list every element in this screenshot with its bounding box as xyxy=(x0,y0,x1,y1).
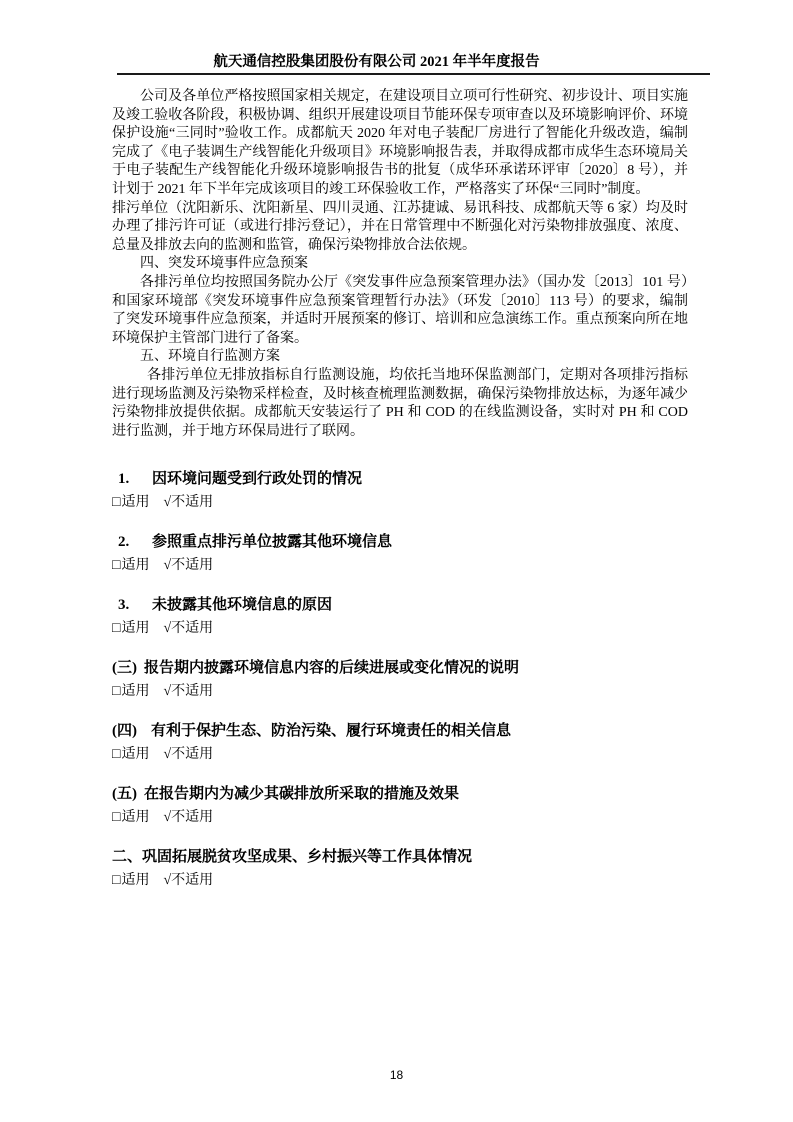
item-title: 在报告期内为减少其碳排放所采取的措施及效果 xyxy=(144,786,460,802)
item-number: (四) xyxy=(112,723,137,739)
checkbox-unchecked-icon: □ xyxy=(112,684,121,699)
checkbox-unchecked-icon: □ xyxy=(112,873,121,888)
check-icon: √ xyxy=(163,558,172,573)
applicability-items xyxy=(112,467,688,908)
not-applicable-label: 不适用 xyxy=(171,684,214,699)
applicable-label: 适用 xyxy=(121,558,150,573)
item-number: 1. xyxy=(118,471,130,487)
not-applicable-label: 不适用 xyxy=(171,747,214,762)
paragraph-pollutant-permits: 排污单位（沈阳新乐、沈阳新星、四川灵通、江苏捷诚、易讯科技、成都航天等 6 家）均及时办理了排污许可证（或进行排污登记），并在日常管理中不断强化对污染物排放强度、浓度、总量及排放去向的监测和监管，确保污染物排放合法依规。 xyxy=(112,200,688,253)
item-number: 二、 xyxy=(112,849,143,865)
applicability-row xyxy=(112,617,688,641)
check-icon: √ xyxy=(163,495,172,510)
not-applicable-label: 不适用 xyxy=(171,873,214,888)
item-block-poverty-alleviation xyxy=(112,845,688,893)
applicability-row xyxy=(112,806,688,830)
check-icon: √ xyxy=(163,810,172,825)
not-applicable-label: 不适用 xyxy=(171,810,214,825)
item-block-other-env-info xyxy=(112,530,688,578)
section-heading-emergency-plan: 四、突发环境事件应急预案 xyxy=(140,256,308,272)
item-heading xyxy=(112,719,688,743)
item-block-undisclosed-reason xyxy=(112,593,688,641)
checkbox-unchecked-icon: □ xyxy=(112,558,121,573)
item-heading xyxy=(112,782,688,806)
check-icon: √ xyxy=(163,684,172,699)
item-heading xyxy=(112,656,688,680)
applicable-label: 适用 xyxy=(121,747,150,762)
not-applicable-label: 不适用 xyxy=(171,495,214,510)
applicable-label: 适用 xyxy=(121,810,150,825)
check-icon: √ xyxy=(163,747,172,762)
item-heading xyxy=(112,845,688,869)
item-title: 报告期内披露环境信息内容的后续进展或变化情况的说明 xyxy=(144,660,520,676)
item-title: 因环境问题受到行政处罚的情况 xyxy=(152,471,363,487)
item-title: 巩固拓展脱贫攻坚成果、乡村振兴等工作具体情况 xyxy=(142,849,473,865)
page-number: 18 xyxy=(389,1068,404,1082)
item-heading xyxy=(112,530,688,554)
item-number: 3. xyxy=(118,597,130,613)
paragraph-self-monitoring: 各排污单位无排放指标自行监测设施，均依托当地环保监测部门，定期对各项排污指标进行现场监测及污染物采样检查，及时核查梳理监测数据，确保污染物排放达标，为逐年减少污染物排放提供依据。成都航天安装运行了 PH 和 COD 的在线监测设备，实时对 PH 和 COD 进行监测，并于地方环保局进行了联网。 xyxy=(112,367,688,439)
applicability-row xyxy=(112,554,688,578)
checkbox-unchecked-icon: □ xyxy=(112,747,121,762)
item-number: 2. xyxy=(118,534,130,550)
applicable-label: 适用 xyxy=(121,873,150,888)
section-heading-self-monitoring: 五、环境自行监测方案 xyxy=(140,349,280,365)
check-icon: √ xyxy=(163,621,172,636)
item-title: 有利于保护生态、防治污染、履行环境责任的相关信息 xyxy=(151,723,512,739)
checkbox-unchecked-icon: □ xyxy=(112,495,121,510)
item-block-subsequent-progress xyxy=(112,656,688,704)
applicable-label: 适用 xyxy=(121,495,150,510)
item-title: 参照重点排污单位披露其他环境信息 xyxy=(152,534,393,550)
item-number: (五) xyxy=(112,786,137,802)
item-heading xyxy=(112,593,688,617)
checkbox-unchecked-icon: □ xyxy=(112,810,121,825)
not-applicable-label: 不适用 xyxy=(171,621,214,636)
paragraph-emergency-plan: 各排污单位均按照国务院办公厅《突发事件应急预案管理办法》（国办发〔2013〕101 号）和国家环境部《突发环境事件应急预案管理暂行办法》（环发〔2010〕113 号）的要求，编制了突发环境事件应急预案，并适时开展预案的修订、培训和应急演练工作。重点预案向所在地环境保护主管部门进行了备案。 xyxy=(112,274,688,346)
header-divider xyxy=(117,73,710,75)
check-icon: √ xyxy=(163,873,172,888)
item-heading xyxy=(112,467,688,491)
not-applicable-label: 不适用 xyxy=(171,558,214,573)
applicable-label: 适用 xyxy=(121,621,150,636)
item-block-administrative-penalty xyxy=(112,467,688,515)
applicable-label: 适用 xyxy=(121,684,150,699)
applicability-row xyxy=(112,869,688,893)
item-number: (三) xyxy=(112,660,137,676)
item-title: 未披露其他环境信息的原因 xyxy=(152,597,333,613)
paragraph-construction-compliance: 公司及各单位严格按照国家相关规定，在建设项目立项可行性研究、初步设计、项目实施及竣工验收各阶段，积极协调、组织开展建设项目节能环保专项审查以及环境影响评价、环境保护设施“三同时”验收工作。成都航天 2020 年对电子装配厂房进行了智能化升级改造，编制完成了《电子装调生产线智能化升级项目》环境影响报告表，并取得成都市成华生态环境局关于电子装配生产线智能化升级环境影响报告书的批复（成华环承诺环评审〔2020〕8 号），并计划于 2021 年下半年完成该项目的竣工环保验收工作，严格落实了环保“三同时”制度。 xyxy=(112,89,688,197)
page-header-title: 航天通信控股集团股份有限公司 2021 年半年度报告 xyxy=(213,54,540,70)
applicability-row xyxy=(112,743,688,767)
checkbox-unchecked-icon: □ xyxy=(112,621,121,636)
item-block-carbon-reduction xyxy=(112,782,688,830)
applicability-row xyxy=(112,680,688,704)
applicability-row xyxy=(112,491,688,515)
item-block-ecology-protection xyxy=(112,719,688,767)
body-text xyxy=(112,88,688,441)
